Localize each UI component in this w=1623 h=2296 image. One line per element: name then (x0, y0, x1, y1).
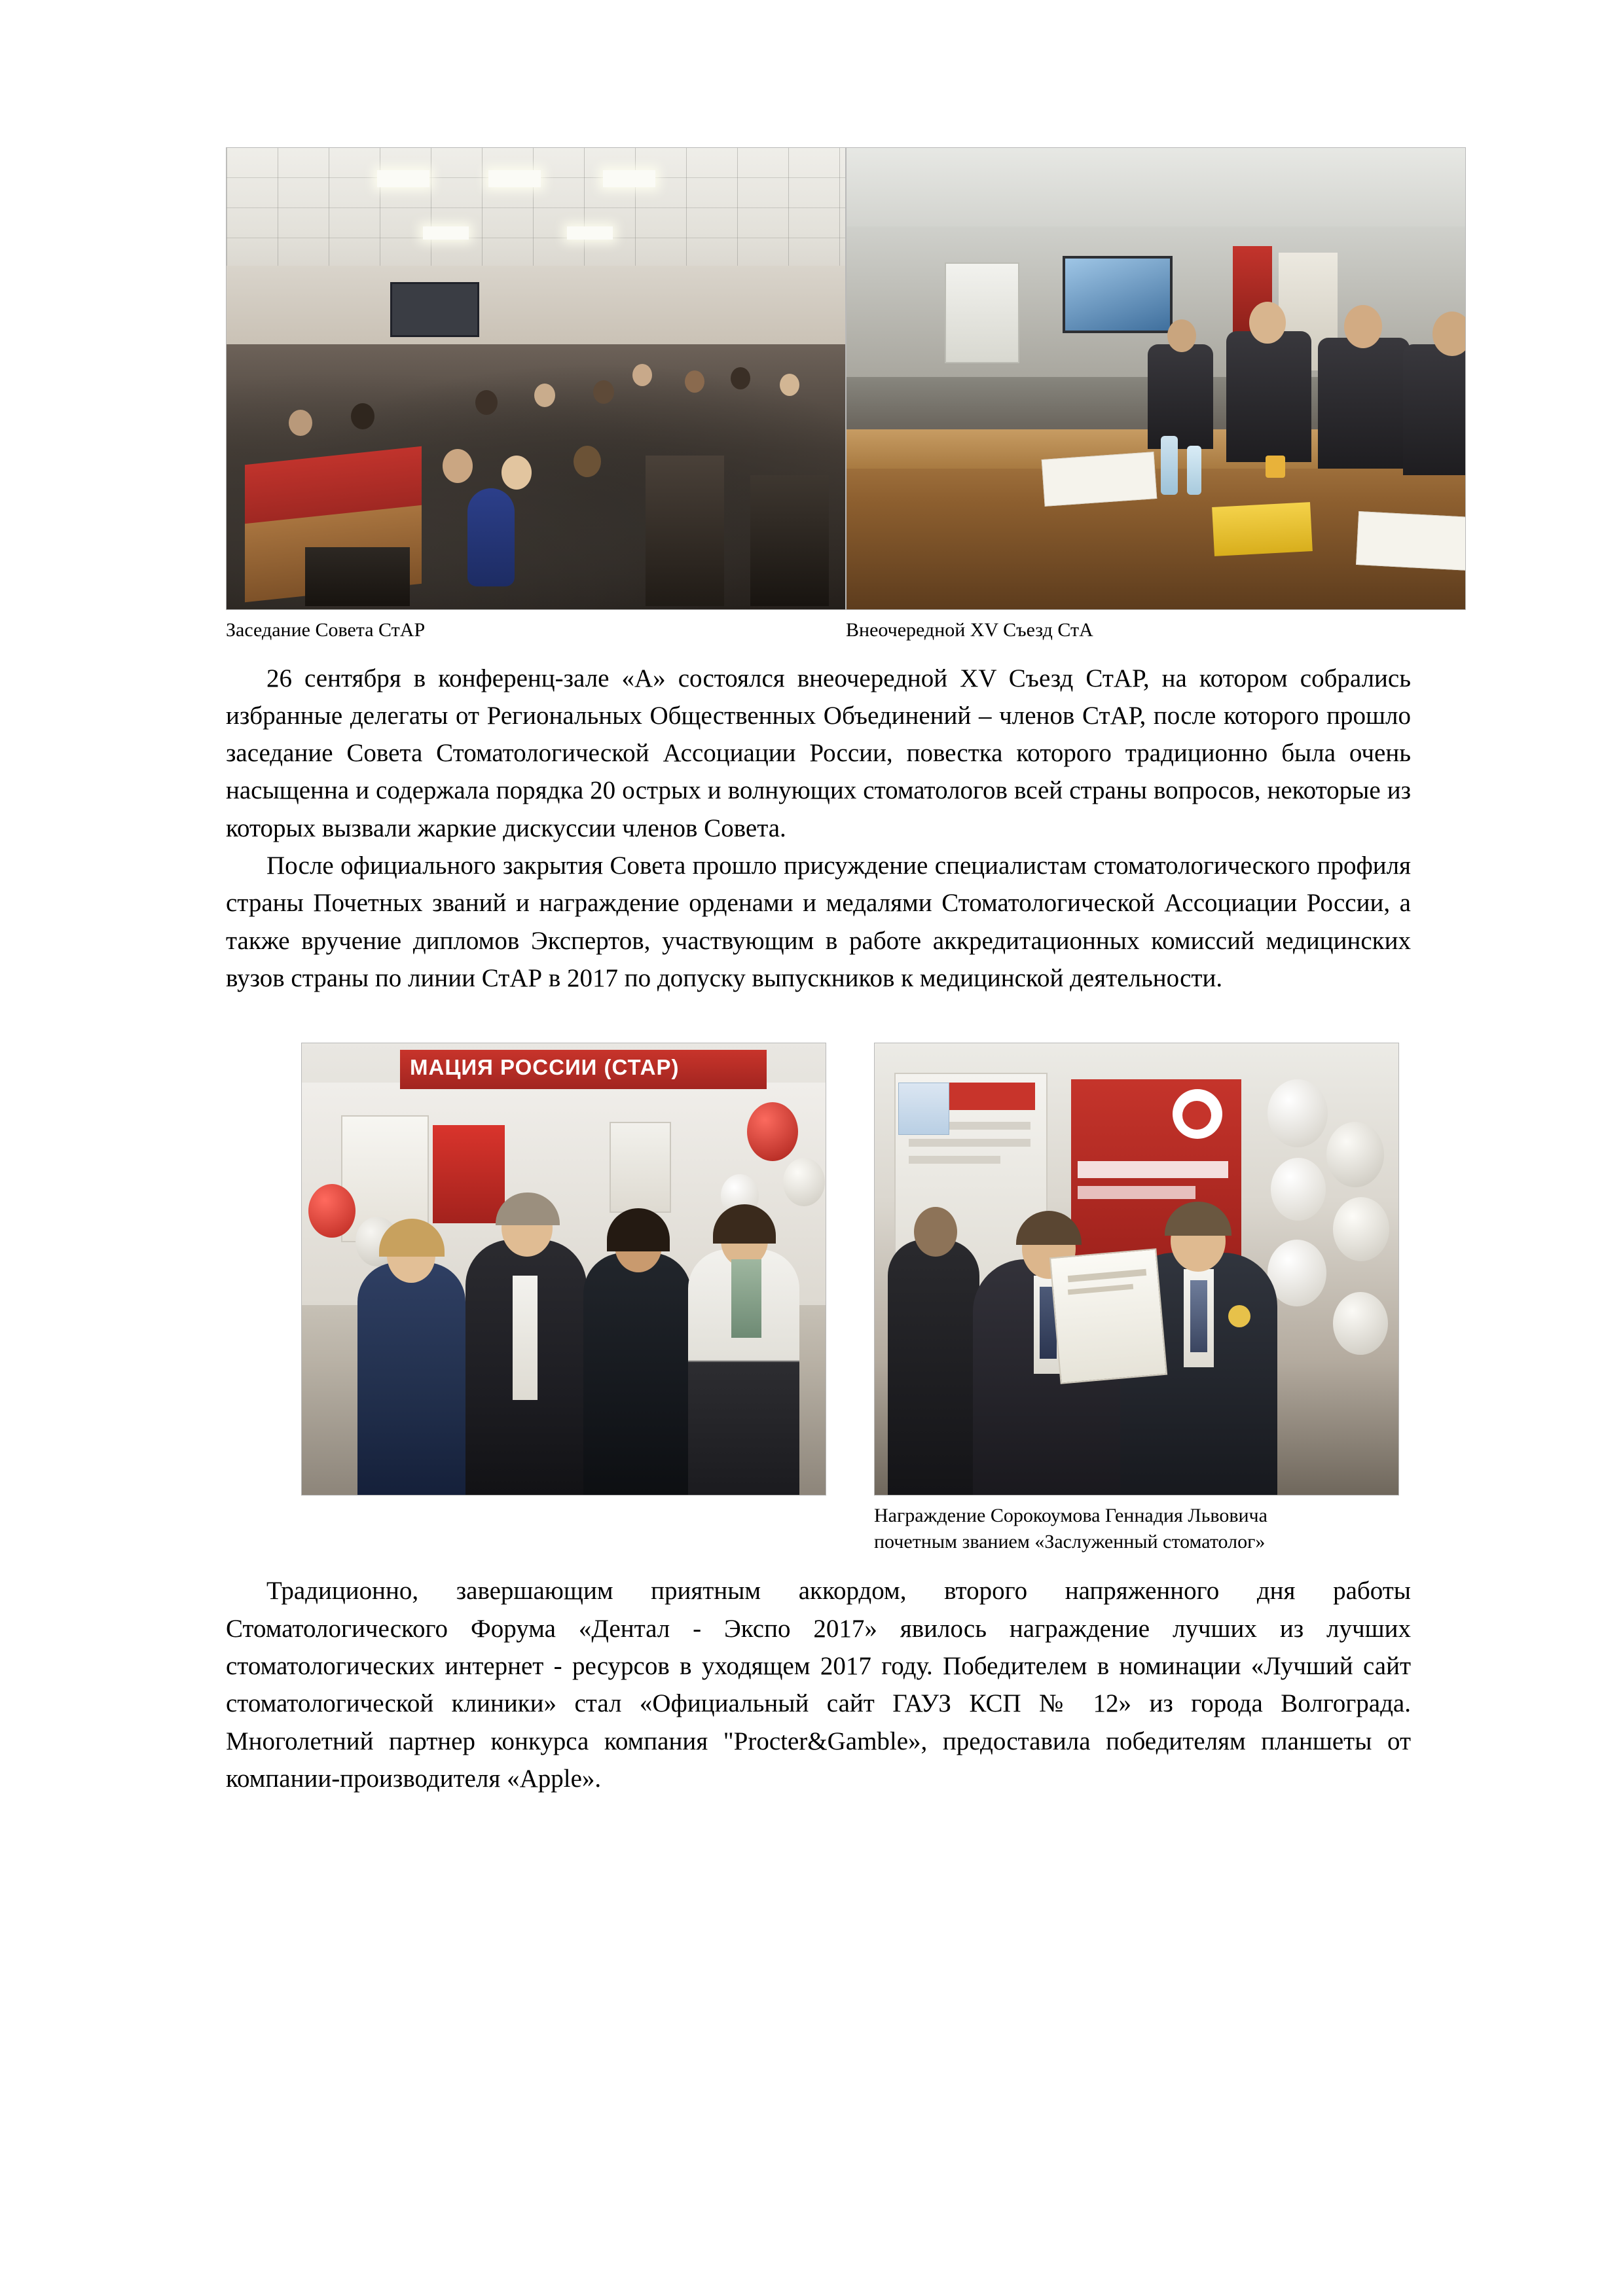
expo-booth-group-photo (301, 1043, 826, 1496)
text-block-bottom (226, 1572, 1411, 1797)
figure-council-meeting (226, 147, 846, 643)
paragraph-2: После официального закрытия Совета прошло присуждение специалистам стоматологического профиля страны Почетных званий и награждение орденами и медалями Стоматологической Ассоциации России, а также вручение дипломов Экспертов, участвующим в работе аккредитационных комиссий медицинских вузов страны по линии СтАР в 2017 по допуску выпускников к медицинской деятельности. (226, 852, 1411, 993)
figure-caption-line-2: почетным званием «Заслуженный стоматолог» (874, 1530, 1266, 1552)
award-ceremony-photo (874, 1043, 1399, 1496)
figure-caption: Заседание Совета СтАР (226, 619, 426, 641)
document-content (226, 147, 1411, 1797)
figure-expo-group (301, 1043, 826, 1496)
conference-hall-photo (226, 147, 846, 610)
text-block-top (226, 660, 1411, 997)
figure-row-top (226, 147, 1411, 643)
figure-award (874, 1043, 1399, 1554)
figure-caption-line-1: Награждение Сорокоумова Геннадия Львовича (874, 1505, 1267, 1527)
expo-banner-text: МАЦИЯ РОССИИ (СТАР) (410, 1055, 680, 1080)
paragraph-3: Традиционно, завершающим приятным аккордом, второго напряженного дня работы Стоматологического Форума «Дентал - Экспо 2017» явилось награждение лучших из лучших стоматологических интернет - ресурсов в уходящем 2017 году. Победителем в номинации «Лучший сайт стоматологической клиники» стал «Официальный сайт ГАУЗ КСП № 12» из города Волгограда. Многолетний партнер конкурса компания "Procter&Gamble», предоставила победителям планшеты от компании-производителя «Apple». (226, 1577, 1411, 1793)
presidium-photo (846, 147, 1466, 610)
figure-xv-congress (846, 147, 1466, 643)
paragraph-1: 26 сентября в конференц-зале «А» состоялся внеочередной XV Съезд СтАР, на котором собрались избранные делегаты от Региональных Общественных Объединений – членов СтАР, после которого прошло заседание Совета Стоматологической Ассоциации России, повестка которого традиционно была очень насыщенна и содержала порядка 20 острых и волнующих стоматологов всей страны вопросов, некоторые из которых вызвали жаркие дискуссии членов Совета. (226, 664, 1411, 842)
figure-caption: Внеочередной XV Съезд СтА (846, 619, 1093, 641)
figure-row-bottom (226, 1043, 1411, 1554)
